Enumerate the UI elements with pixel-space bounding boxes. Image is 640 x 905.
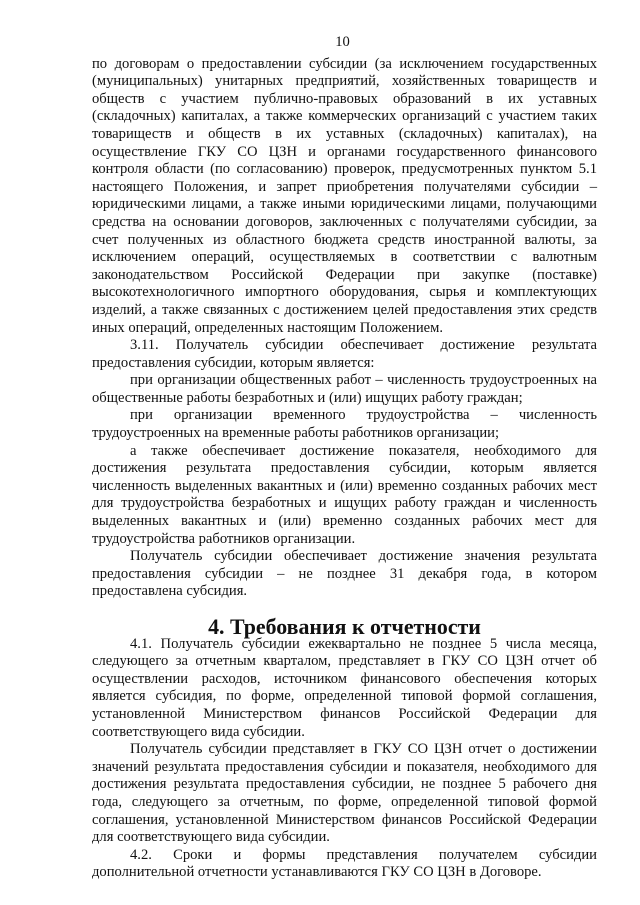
paragraph-temporary-employment: при организации временного трудоустройства – численность трудоустроенных на временные работы работников организации; [92,407,597,442]
paragraph-4-2: 4.2. Сроки и формы представления получателем субсидии дополнительной отчетности устанавливаются ГКУ СО ЦЗН в Договоре. [92,846,597,881]
document-page [92,34,597,882]
section-heading: 4. Требования к отчетности [208,614,481,639]
paragraph-report-results: Получатель субсидии представляет в ГКУ СО ЦЗН отчет о достижении значений результата предоставления субсидии и показателя, необходимого для достижения результата предоставления субсидии, не позднее 5 рабочего дня года, следующего за отчетным, по форме, определенной типовой формой соглашения, установленной Министерством финансов Российской Федерации для соответствующего вида субсидии. [92,741,597,846]
paragraph-3-11: 3.11. Получатель субсидии обеспечивает достижение результата предоставления субсидии, которым является: [92,337,597,371]
paragraph-continuation: по договорам о предоставлении субсидии (за исключением государственных (муниципальных) унитарных предприятий, хозяйственных товариществ и обществ с участием публично-правовых образований в их уставных (складочных) капиталах, а также коммерческих организаций с участием таких товариществ и обществ в их уставных (складочных) капиталах), на осуществление ГКУ СО ЦЗН и органами государственного финансового контроля области (по согласованию) проверок, предусмотренных пунктом 5.1 настоящего Положения, и запрет приобретения получателями субсидии – юридическими лицами, а также иными юридическими лицами, получающими средства на основании договоров, заключенных с получателями субсидии, за счет полученных из областного бюджета средств иностранной валюты, за исключением операций, осуществляемых в соответствии с валютным законодательством Российской Федерации при закупке (поставке) высокотехнологичного импортного оборудования, сырья и комплектующих изделий, а также связанных с достижением целей предоставления этих средств иных операций, определенных настоящим Положением. [92,55,597,336]
paragraph-4-1: 4.1. Получатель субсидии ежеквартально не позднее 5 числа месяца, следующего за отчетным кварталом, представляет в ГКУ СО ЦЗН отчет об осуществлении расходов, источником финансового обеспечения которых является субсидия, по форме, определенной типовой формой соглашения, установленной Министерством финансов Российской Федерации для соответствующего вида субсидии. [92,635,597,740]
paragraph-deadline: Получатель субсидии обеспечивает достижение значения результата предоставления субсидии – не позднее 31 декабря года, в котором предоставлена субсидия. [92,548,597,600]
page-number: 10 [335,34,350,50]
paragraph-public-works: при организации общественных работ – численность трудоустроенных на общественные работы безработных и (или) ищущих работу граждан; [92,372,597,406]
paragraph-indicator: а также обеспечивает достижение показателя, необходимого для достижения результата предоставления субсидии, которым является численность выделенных вакантных и (или) временно созданных рабочих мест для трудоустройства безработных и ищущих работу граждан и численность выделенных вакантных и (или) временно созданных рабочих мест для трудоустройства работников организации. [92,442,597,547]
